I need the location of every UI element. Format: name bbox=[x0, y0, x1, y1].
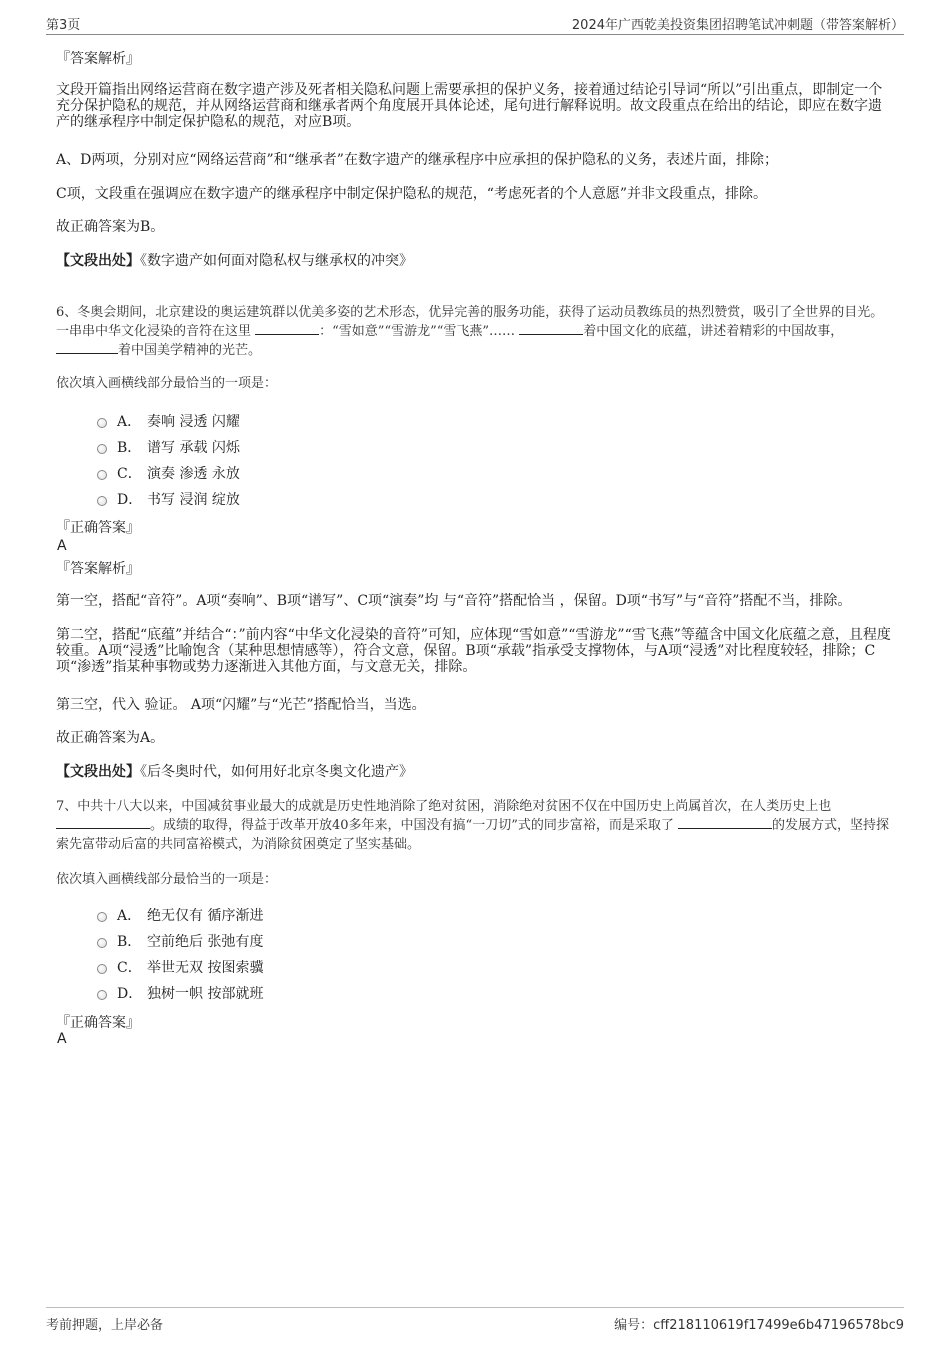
page-number: 第3页 bbox=[46, 18, 81, 33]
option-text: 举世无双 按图索骥 bbox=[147, 960, 264, 976]
q6-correct-heading: 『正确答案』 bbox=[56, 520, 140, 536]
option-text: 演奏 渗透 永放 bbox=[147, 466, 240, 482]
q6-correct-answer: A bbox=[57, 538, 67, 554]
radio-icon[interactable] bbox=[97, 418, 107, 428]
radio-icon[interactable] bbox=[97, 470, 107, 480]
q6-stem-part4: 着中国美学精神的光芒。 bbox=[118, 343, 262, 358]
q6-analysis-para4: 故正确答案为A。 bbox=[56, 730, 165, 746]
option-text: 书写 浸润 绽放 bbox=[147, 492, 240, 508]
option-letter: B． bbox=[117, 934, 142, 950]
q5-analysis-para3: C项，文段重在强调应在数字遗产的继承程序中制定保护隐私的规范，“考虑死者的个人意愿”并非文段重点，排除。 bbox=[56, 186, 768, 202]
document-title: 2024年广西乾美投资集团招聘笔试冲刺题（带答案解析） bbox=[571, 18, 904, 33]
q6-analysis-heading: 『答案解析』 bbox=[56, 561, 140, 577]
q7-prompt: 依次填入画横线部分最恰当的一项是： bbox=[56, 872, 278, 887]
q6-analysis-para2: 第二空，搭配“底蕴”并结合“：”前内容“中华文化浸染的音符”可知，应体现“雪如意”“雪游龙”“雪飞燕”等蕴含中国文化底蕴之意，且程度较重。A项“浸透”比喻饱含（某种思想情感等），符合文意，保留。B项“承载”指承受支撑物体，与A项“浸透”对比程度较轻，排除；C项“渗透”指某种事物或势力逐渐进入其他方面，与文意无关，排除。 bbox=[56, 627, 891, 675]
q7-correct-heading: 『正确答案』 bbox=[56, 1015, 140, 1031]
option-letter: B． bbox=[117, 440, 142, 456]
q7-option-c[interactable] bbox=[97, 957, 263, 977]
q6-blank-3 bbox=[56, 341, 118, 354]
q7-blank-2 bbox=[678, 816, 772, 829]
q5-analysis-para4: 故正确答案为B。 bbox=[56, 219, 165, 235]
radio-icon[interactable] bbox=[97, 912, 107, 922]
option-letter: C． bbox=[117, 466, 142, 482]
q6-option-c[interactable] bbox=[97, 463, 240, 483]
q7-stem-part2: 。成绩的取得，得益于改革开放40多年来，中国没有搞“一刀切”式的同步富裕，而是采取了 bbox=[150, 818, 674, 833]
q6-stem-part3: 着中国文化的底蕴，讲述着精彩的中国故事， bbox=[583, 324, 844, 339]
q6-blank-2 bbox=[519, 322, 583, 335]
q6-analysis-para1: 第一空，搭配“音符”。A项“奏响”、B项“谱写”、C项“演奏”均 与“音符”搭配恰当 ，保留。D项“书写”与“音符”搭配不当，排除。 bbox=[56, 593, 852, 609]
option-letter: C． bbox=[117, 960, 142, 976]
radio-icon[interactable] bbox=[97, 496, 107, 506]
q6-stem-part1: 6、冬奥会期间，北京建设的奥运建筑群以优美多姿的艺术形态，优异完善的服务功能，获得了运动员教练员的热烈赞赏，吸引了全世界的目光。一串串中华文化浸染的音符在这里 bbox=[56, 305, 884, 339]
q6-blank-1 bbox=[255, 322, 319, 335]
q7-option-b[interactable] bbox=[97, 931, 263, 951]
q5-source-label: 【文段出处】 bbox=[56, 253, 140, 269]
q5-analysis-heading: 『答案解析』 bbox=[56, 51, 140, 67]
option-text: 独树一帜 按部就班 bbox=[147, 986, 264, 1002]
option-text: 绝无仅有 循序渐进 bbox=[147, 908, 264, 924]
q6-source-label: 【文段出处】 bbox=[56, 764, 140, 780]
radio-icon[interactable] bbox=[97, 938, 107, 948]
option-text: 奏响 浸透 闪耀 bbox=[147, 414, 240, 430]
radio-icon[interactable] bbox=[97, 990, 107, 1000]
q6-stem bbox=[56, 303, 891, 360]
q6-source bbox=[56, 764, 891, 780]
option-letter: D． bbox=[117, 492, 143, 508]
q6-stem-part2: ：“雪如意”“雪游龙”“雪飞燕”…… bbox=[319, 324, 516, 339]
q7-correct-answer: A bbox=[57, 1031, 67, 1047]
q7-option-d[interactable] bbox=[97, 983, 263, 1003]
q6-source-text: 《后冬奥时代，如何用好北京冬奥文化遗产》 bbox=[140, 764, 413, 780]
q5-analysis-para2: A、D两项，分别对应“网络运营商”和“继承者”在数字遗产的继承程序中应承担的保护隐私的义务，表述片面，排除； bbox=[56, 152, 778, 168]
q5-source-text: 《数字遗产如何面对隐私权与继承权的冲突》 bbox=[140, 253, 413, 269]
q7-stem bbox=[56, 797, 891, 854]
footer-slogan: 考前押题，上岸必备 bbox=[46, 1318, 164, 1333]
option-letter: A． bbox=[117, 908, 142, 924]
option-text: 谱写 承载 闪烁 bbox=[147, 440, 240, 456]
q6-option-d[interactable] bbox=[97, 489, 240, 509]
radio-icon[interactable] bbox=[97, 444, 107, 454]
q7-stem-part1: 7、中共十八大以来，中国减贫事业最大的成就是历史性地消除了绝对贫困，消除绝对贫困不仅在中国历史上尚属首次，在人类历史上也 bbox=[56, 799, 832, 814]
q7-option-a[interactable] bbox=[97, 905, 263, 925]
option-letter: D． bbox=[117, 986, 143, 1002]
document-serial: 编号：cff218110619f17499e6b47196578bc9 bbox=[614, 1318, 904, 1333]
q6-option-b[interactable] bbox=[97, 437, 240, 457]
q5-source bbox=[56, 253, 891, 269]
q5-analysis-para1: 文段开篇指出网络运营商在数字遗产涉及死者相关隐私问题上需要承担的保护义务，接着通过结论引导词“所以”引出重点，即制定一个充分保护隐私的规范，并从网络运营商和继承者两个角度展开具体论述，尾句进行解释说明。故文段重点在给出的结论，即应在数字遗产的继承程序中制定保护隐私的规范，对应B项。 bbox=[56, 82, 883, 130]
q6-analysis-para3: 第三空，代入 验证。 A项“闪耀”与“光芒”搭配恰当，当选。 bbox=[56, 697, 426, 713]
option-letter: A． bbox=[117, 414, 142, 430]
option-text: 空前绝后 张弛有度 bbox=[147, 934, 264, 950]
q7-blank-1 bbox=[56, 816, 150, 829]
page-footer bbox=[46, 1307, 904, 1332]
q7-stem-part3: 的发展方式，坚持探索先富带动后富的共同富裕模式，为消除贫困奠定了坚实基础。 bbox=[56, 818, 889, 852]
page-header bbox=[46, 14, 904, 35]
q6-prompt: 依次填入画横线部分最恰当的一项是： bbox=[56, 376, 278, 391]
radio-icon[interactable] bbox=[97, 964, 107, 974]
q6-option-a[interactable] bbox=[97, 411, 240, 431]
